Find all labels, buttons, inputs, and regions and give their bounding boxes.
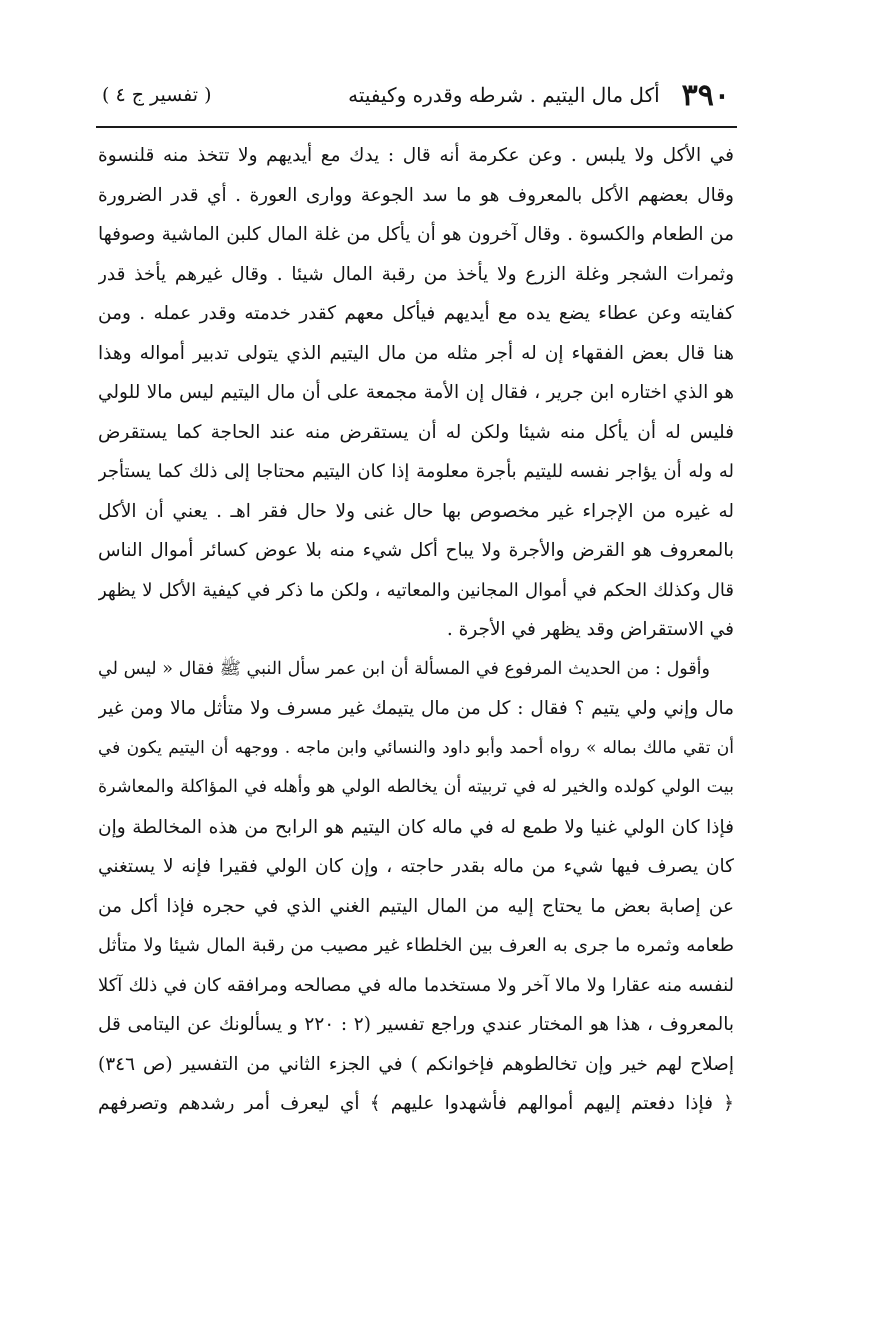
- text-line: في الاستقراض وقد يظهر في الأجرة .: [446, 619, 734, 640]
- text-line: قال وكذلك الحكم في أموال المجانين والمعاتيه ، ولكن ما ذكر في كيفية الأكل لا يظهر: [98, 579, 734, 601]
- text-line: هنا قال بعض الفقهاء إن له أجر مثله من مال اليتيم الذي يتولى تدبير أمواله وهذا: [98, 342, 734, 364]
- text-line: هو الذي اختاره ابن جرير ، فقال إن الأمة مجمعة على أن مال اليتيم ليس مالا للولي: [98, 382, 734, 403]
- text-line: فإذا كان الولي غنيا ولا طمع له في ماله كان اليتيم هو الرابح من هذه المخالطة وإن: [98, 816, 734, 838]
- volume-reference: ( تفسير ج ٤ ): [102, 84, 212, 106]
- text-line: فليس له أن يأكل منه شيئا ولكن له أن يستقرض منه عند الحاجة كما يستقرض: [98, 421, 734, 443]
- text-line: له وله أن يؤاجر نفسه لليتيم بأجرة معلومة إذا كان اليتيم محتاجا إلى ذلك كما يستأجر: [98, 461, 734, 482]
- running-title: أكل مال اليتيم . شرطه وقدره وكيفيته: [348, 83, 660, 107]
- text-line: عن إصابة بعض ما يحتاج إليه من المال اليتيم الغني الذي في حجره فإذا أكل من: [98, 895, 734, 917]
- text-line: كان يصرف فيها شيء من ماله بقدر حاجته ، وإن كان الولي فقيرا فإنه لا يستغني: [98, 856, 734, 877]
- text-line: له غيره من الإجراء غير مخصوص بها حال غنى ولا حال فقر اهـ . يعني أن الأكل: [98, 500, 734, 522]
- page-number: ٣٩٠: [681, 77, 730, 113]
- text-line: ﴿ فإذا دفعتم إليهم أموالهم فأشهدوا عليهم ﴾ أي ليعرف أمر رشدهم وتصرفهم: [98, 1093, 734, 1114]
- text-line: لنفسه منه عقارا ولا مالا آخر ولا مستخدما ماله في مصالحه ومرافقه كان في ذلك آكلا: [98, 974, 734, 996]
- text-line: بيت الولي كولده والخير له في تربيته أن يخالطه الولي هو وأهله في المؤاكلة والمعاشرة: [98, 777, 734, 797]
- text-line: في الأكل ولا يلبس . وعن عكرمة أنه قال : يدك مع أيديهم ولا تتخذ منه قلنسوة: [98, 145, 734, 166]
- text-line: وأقول : من الحديث المرفوع في المسألة أن ابن عمر سأل النبي ﷺ فقال « ليس لي: [98, 658, 710, 679]
- text-line: طعامه وثمره ما جرى به العرف بين الخلطاء غير مصيب من رقبة المال شيئا ولا متأثل: [98, 935, 734, 956]
- body-text: [98, 136, 734, 1124]
- text-line: وثمرات الشجر وغلة الزرع ولا يأخذ من رقبة المال شيئا . وقال غيرهم يأخذ قدر: [98, 263, 734, 285]
- text-line: كفايته وعن عطاء يضع يده مع أيديهم فيأكل معهم كقدر خدمته وقدر عمله . ومن: [98, 303, 734, 324]
- text-line: مال وإني ولي يتيم ؟ فقال : كل من مال يتيمك غير مسرف ولا متأثل مالا ومن غير: [98, 698, 734, 719]
- text-line: بالمعروف هو القرض والأجرة ولا يباح أكل شيء منه بلا عوض كسائر أموال الناس: [98, 540, 734, 561]
- text-line: بالمعروف ، هذا هو المختار عندي وراجع تفسير (٢ : ٢٢٠ و يسألونك عن اليتامى قل: [98, 1014, 734, 1035]
- text-line: إصلاح لهم خير وإن تخالطوهم فإخوانكم ) في الجزء الثاني من التفسير (ص ٣٤٦): [98, 1053, 734, 1075]
- page-header: [102, 68, 730, 122]
- text-line: أن تقي مالك بماله » رواه أحمد وأبو داود والنسائي وابن ماجه . ووجهه أن اليتيم يكون في: [98, 737, 734, 758]
- text-line: وقال بعضهم الأكل بالمعروف هو ما سد الجوعة ووارى العورة . أي قدر الضرورة: [98, 184, 734, 206]
- text-line: من الطعام والكسوة . وقال آخرون هو أن يأكل من غلة المال كلبن الماشية وصوفها: [98, 224, 734, 245]
- header-divider: [96, 126, 737, 128]
